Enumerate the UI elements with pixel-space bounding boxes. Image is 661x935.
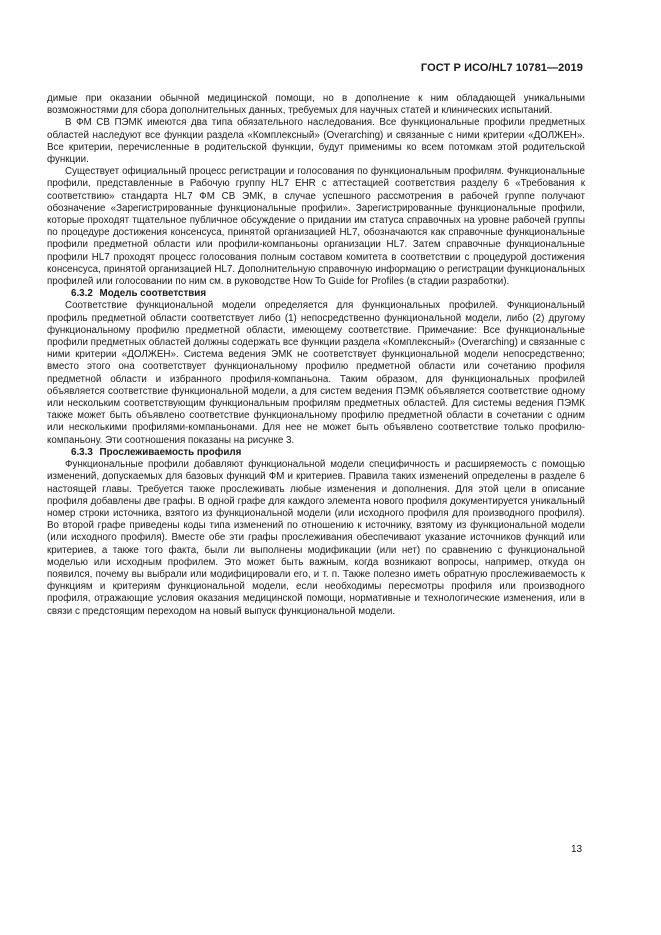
paragraph: Соответствие функциональной модели определяется для функциональных профилей. Функциональный профиль предметной области соответствует либо (1) непосредственно функциональной модели, либо (2) другому функциональному профилю предметной области, имеющему соответствие. Примечание: Все функциональные профили предметных областей должны содержать все функции раздела «Комплексный» (Overarching) и связанные с ними критерии «ДОЛЖЕН». Система ведения ЭМК не соответствует функциональной модели непосредственно; вместо этого она соответствует функциональному профилю предметной области или сочетанию профиля предметной области и избранного профиля-компаньона. Таким образом, для функциональных профилей объявляется соответствие функциональной модели, а для систем ведения ПЭМК объявляется соответствие одному или нескольким соответствующим функциональным профилям предметных областей. Для системы ведения ПЭМК также может быть объявлено соответствие функциональному профилю предметной области в сочетании с одним или несколькими профилями-компаньонами. Для нее не может быть объявлено соответствие только профилю-компаньону. Эти соотношения показаны на рисунке 3. (47, 300, 585, 446)
section-heading-6-3-3 (47, 447, 585, 459)
body-text (47, 93, 585, 618)
section-title: Прослеживаемость профиля (99, 446, 242, 458)
section-heading-6-3-2 (47, 288, 585, 300)
page-number: 13 (571, 844, 583, 855)
paragraph: димые при оказании обычной медицинской помощи, но в дополнение к ним обладающей уникальными возможностями для сбора дополнительных данных, требуемых для научных статей и клинических испытаний. (47, 93, 585, 117)
document-header: ГОСТ Р ИСО/HL7 10781—2019 (420, 62, 583, 74)
section-number: 6.3.3 (71, 446, 93, 458)
paragraph: Функциональные профили добавляют функциональной модели специфичность и расширяемость с помощью изменений, допускаемых для базовых функций ФМ и критериев. Правила таких изменений определены в разделе 6 настоящей главы. Требуется также прослеживать любые изменения и дополнения. Для этой цели в описание профиля добавлены две графы. В одной графе для каждого элемента нового профиля документируется уникальный номер строки источника, взятого из функциональной модели (или исходного профиля для производного профиля). Во второй графе приведены коды типа изменений по отношению к источнику, взятому из функциональной модели (или исходного профиля). Вместе обе эти графы прослеживания обеспечивают указание источников функций или критериев, а также того факта, были ли выполнены модификации (или нет) по сравнению с функциональной моделью или исходным профилем. Это может быть важным, когда возникают вопросы, например, откуда он появился, почему вы выбрали или модифицировали его, и т. п. Также полезно иметь обратную прослеживаемость к функциям и критериям функциональной модели, если необходимы пересмотры профиля или производного профиля, отражающие условия оказания медицинской помощи, нормативные и технологические изменения, или в связи с предстоящим переходом на новый выпуск функциональной модели. (47, 459, 585, 617)
paragraph: В ФМ СВ ПЭМК имеются два типа обязательного наследования. Все функциональные профили предметных областей наследуют все функции раздела «Комплексный» (Overarching) и связанные с ними критерии «ДОЛЖЕН». Все критерии, перечисленные в родительской функции, будут применимы ко всем потомкам этой родительской функции. (47, 117, 585, 166)
section-number: 6.3.2 (71, 288, 93, 300)
paragraph: Существует официальный процесс регистрации и голосования по функциональным профилям. Функциональные профили, представленные в Рабочую группу HL7 EHR с аттестацией соответствия разделу 6 «Требования к соответствию» стандарта HL7 ФМ СВ ЭМК, в случае успешного рассмотрения в рабочей группе получают обозначение «Зарегистрированные функциональные профили». Зарегистрированные функциональные профили, которые проходят тщательное публичное обсуждение о придании им статуса справочных на уровне рабочей группы по процедуре достижения консенсуса, принятой организацией HL7, обозначаются как справочные функциональные профили предметной области или профили-компаньоны организации HL7. Затем справочные функциональные профили HL7 проходят процесс голосования полным составом комитета в соответствии с процедурой достижения консенсуса, принятой организацией HL7. Дополнительную справочную информацию о регистрации функциональных профилей или голосовании по ним см. в руководстве How To Guide for Profiles (в стадии разработки). (47, 166, 585, 288)
section-title: Модель соответствия (99, 288, 207, 300)
